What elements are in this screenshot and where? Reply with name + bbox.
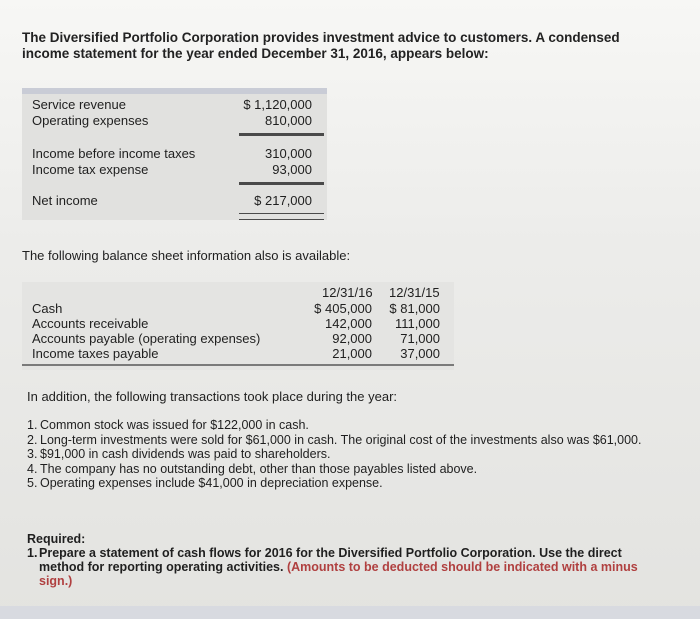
balance-sheet-table: [22, 282, 454, 370]
transactions-list: [27, 418, 689, 491]
row-value: $ 1,120,000: [243, 97, 312, 112]
required-note: (Amounts to be deducted should be indicated with a minus sign.): [39, 560, 638, 588]
required-heading: Required:: [27, 532, 86, 546]
value-2015: 71,000: [400, 331, 440, 346]
column-header: 12/31/16: [322, 285, 373, 300]
value-2015: 37,000: [400, 346, 440, 361]
row-value: 310,000: [265, 146, 312, 161]
table-bottom-rule: [22, 364, 454, 366]
subtotal-rule: [239, 182, 324, 185]
row-label: Operating expenses: [32, 113, 149, 128]
transactions-intro: In addition, the following transactions took place during the year:: [27, 389, 398, 404]
value-2016: 142,000: [325, 316, 372, 331]
list-item: 5. Operating expenses include $41,000 in depreciation expense.: [27, 476, 383, 490]
required-section: [27, 532, 667, 588]
row-label: Accounts payable (operating expenses): [32, 331, 261, 346]
intro-paragraph: The Diversified Portfolio Corporation provides investment advice to customers. A condensed income statement for the year ended December 31, 2016, appears below:: [22, 30, 620, 61]
total-double-rule: [239, 213, 324, 220]
row-value: 810,000: [265, 113, 312, 128]
bottom-toolbar-strip: [0, 606, 700, 619]
value-2016: 21,000: [332, 346, 372, 361]
table-top-bar: [22, 88, 327, 94]
balance-intro: The following balance sheet information also is available:: [22, 248, 351, 263]
row-label: Income tax expense: [32, 162, 149, 177]
row-value: 93,000: [272, 162, 312, 177]
row-label: Income before income taxes: [32, 146, 196, 161]
value-2015: $ 81,000: [389, 301, 440, 316]
subtotal-rule: [239, 133, 324, 136]
value-2015: 111,000: [394, 316, 440, 331]
row-label: Service revenue: [32, 97, 126, 112]
list-item: 3. $91,000 in cash dividends was paid to shareholders.: [27, 447, 331, 461]
list-item: 4. The company has no outstanding debt, other than those payables listed above.: [27, 461, 478, 476]
row-label: Net income: [32, 193, 98, 208]
row-label: Cash: [32, 301, 63, 316]
list-item: 2. Long-term investments were sold for $61,000 in cash. The original cost of the investments also was $61,000.: [27, 432, 642, 447]
row-value: $ 217,000: [254, 193, 312, 208]
column-header: 12/31/15: [389, 285, 440, 300]
value-2016: $ 405,000: [314, 301, 372, 316]
value-2016: 92,000: [332, 331, 372, 346]
row-label: Income taxes payable: [32, 346, 159, 361]
row-label: Accounts receivable: [32, 316, 149, 331]
required-item: 1. Prepare a statement of cash flows for 2016 for the Diversified Portfolio Corporation. Use the direct method for reporting operating activities. (Amounts to be deducted should be indicated with a minus sign.): [27, 546, 638, 588]
list-item: 1. Common stock was issued for $122,000 in cash.: [27, 418, 309, 432]
income-statement-table: [22, 88, 327, 220]
